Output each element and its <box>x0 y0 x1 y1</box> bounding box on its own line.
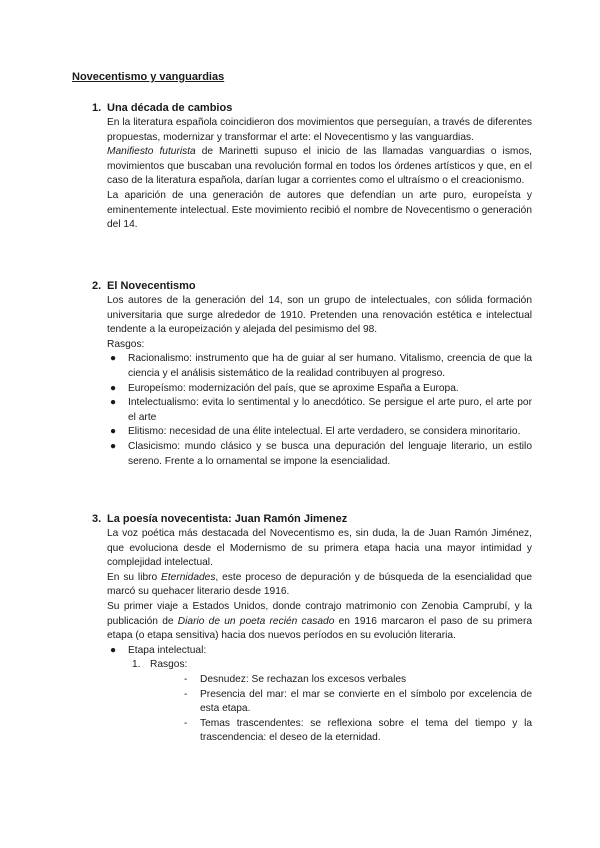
list-item-text: Clasicismo: mundo clásico y se busca una depuración del lenguaje literario, un estilo sereno. Frente a lo ornamental se impone la esencialidad. <box>128 440 532 467</box>
list-item <box>184 673 532 688</box>
bullet-icon: ● <box>110 397 117 409</box>
paragraph-text: de Marinetti supuso el inicio de las llamadas vanguardias o ismos, movimientos que buscaban una revolución formal en todos los órdenes artísticos y que, en el caso de la literatura española, darían lugar a corrientes como el ultraísmo o el creacionismo. <box>107 146 532 187</box>
list-item <box>110 644 532 659</box>
section-number: 2. <box>92 280 102 292</box>
list-item-text: Desnudez: Se rechazan los excesos verbales <box>200 673 407 685</box>
paragraph: En la literatura española coincidieron dos movimientos que perseguían, a través de diferentes propuestas, modernizar y transformar el arte: el Novecentismo y las vanguardias. <box>107 117 532 143</box>
list-item <box>110 352 532 381</box>
italic-title: Diario de un poeta recién casado <box>177 615 335 627</box>
bullet-icon: ● <box>110 353 117 365</box>
section-2 <box>92 279 532 469</box>
section-3 <box>92 512 532 746</box>
list-item-text: Presencia del mar: el mar se convierte en el símbolo por excelencia de esta etapa. <box>200 688 532 715</box>
section-title: El Novecentismo <box>107 280 196 292</box>
list-item <box>110 396 532 425</box>
section-title: La poesía novecentista: Juan Ramón Jimenez <box>107 513 348 525</box>
bullet-icon: ● <box>110 440 117 452</box>
bullet-icon: ● <box>110 644 117 656</box>
paragraph <box>107 571 532 600</box>
section-number: 1. <box>92 102 102 114</box>
rasgos-label: Rasgos: <box>107 338 145 350</box>
bullet-icon: ● <box>110 426 117 438</box>
bullet-icon: ● <box>110 382 117 394</box>
paragraph: La voz poética más destacada del Novecentismo es, sin duda, la de Juan Ramón Jiménez, que evoluciona desde el Modernismo de su primera etapa hacia una mayor intimidad y complejidad intelectual. <box>107 528 532 569</box>
dash-list <box>92 673 532 746</box>
sublist-label: Rasgos: <box>150 659 188 671</box>
dash-icon: - <box>184 673 188 685</box>
section-heading <box>92 279 532 294</box>
list-item-text: Europeísmo: modernización del país, que se aproxime España a Europa. <box>128 382 459 394</box>
list-item-text: Intelectualismo: evita lo sentimental y lo anecdótico. Se persigue el arte puro, el arte por el arte <box>128 397 532 423</box>
section-heading <box>92 101 532 116</box>
list-item <box>184 688 532 717</box>
italic-title: Eternidades <box>161 571 216 583</box>
list-item <box>184 717 532 746</box>
sublist-number: 1. <box>132 659 141 671</box>
bullet-list <box>92 352 532 469</box>
paragraph <box>107 600 532 644</box>
list-item-text: Elitismo: necesidad de una élite intelectual. El arte verdadero, se considera minoritario. <box>128 426 521 438</box>
paragraph: La aparición de una generación de autores que defendían un arte puro, europeísta y eminentemente intelectual. Este movimiento recibió el nombre de Novecentismo o generación del 14. <box>107 189 532 231</box>
dash-icon: - <box>184 717 188 729</box>
list-item <box>110 425 532 440</box>
section-body <box>92 116 532 233</box>
section-body <box>92 527 532 644</box>
paragraph: Los autores de la generación del 14, son un grupo de intelectuales, con sólida formación universitaria que surge alrededor de 1910. Pretenden una renovación estética e intelectual tendente a la europeización y alejada del pesimismo del 98. <box>107 295 532 336</box>
section-heading <box>92 512 532 527</box>
section-1 <box>92 101 532 233</box>
list-item-text: Etapa intelectual: <box>128 644 207 656</box>
list-item <box>110 382 532 397</box>
paragraph-text: en 1916 marcaron el paso de su primera etapa (o etapa sensitiva) hacia dos nuevos períodos en su evolución literaria. <box>107 615 533 642</box>
section-body <box>92 294 532 352</box>
list-item <box>110 440 532 469</box>
italic-title: Manifiesto futurista <box>107 146 196 158</box>
paragraph-text: Su primer viaje a Estados Unidos, donde contrajo matrimonio con Zenobia Camprubí, y la publicación de <box>107 600 532 627</box>
document-title: Novecentismo y vanguardias <box>72 71 225 83</box>
bullet-list <box>92 644 532 659</box>
paragraph-text: , este proceso de depuración y de búsqueda de la esencialidad que marcó su quehacer literario desde 1916. <box>107 571 532 598</box>
paragraph <box>107 145 532 189</box>
list-item-text: Temas trascendentes: se reflexiona sobre el tema del tiempo y la trascendencia: el deseo de la eternidad. <box>200 717 532 744</box>
list-item-text: Racionalismo: instrumento que ha de guiar al ser humano. Vitalismo, creencia de que la ciencia y el análisis sistemático de la realidad contribuyen al progreso. <box>128 353 532 379</box>
paragraph-text: En su libro <box>107 571 162 583</box>
dash-icon: - <box>184 688 188 700</box>
section-title: Una década de cambios <box>107 102 233 114</box>
section-number: 3. <box>92 513 102 525</box>
numbered-sublist <box>92 658 532 673</box>
